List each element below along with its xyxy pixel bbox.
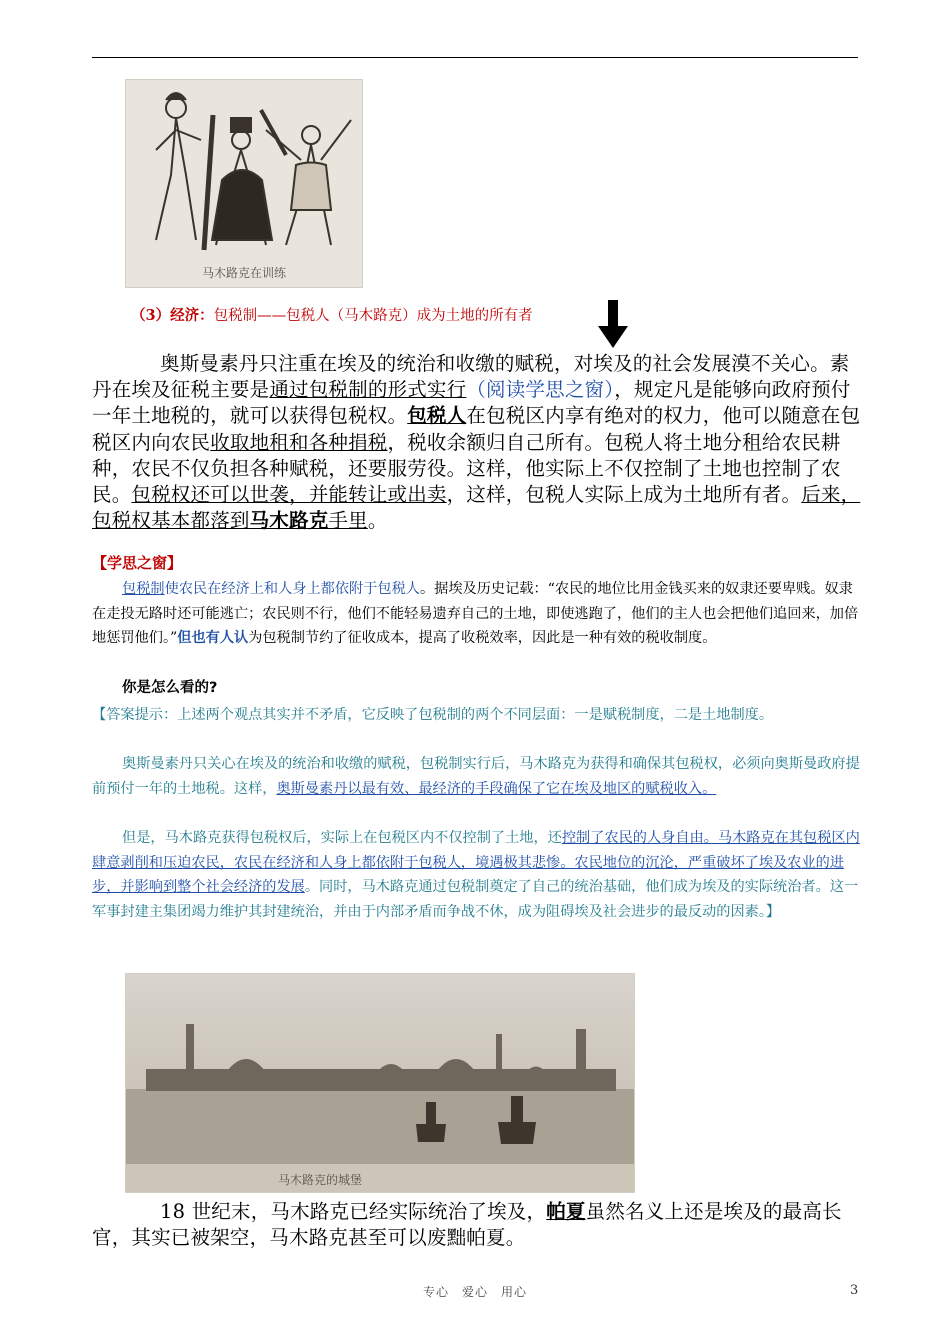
main-paragraph-1 [92,351,862,534]
xuesi-text: 为包税制节约了征收成本，提高了收税效率，因此是一种有效的税收制度。 [248,630,717,646]
xuesi-title: 【学思之窗】 [92,554,183,572]
answer-text: 。同时，马木路克通过包税制奠定了自己的统治基础，他们成为埃及的实际统治者。这一军事封建主集团竭力维护其封建统治，并由于内部矛盾而争战不休，成为阻碍埃及社会进步的最反动的因素。】 [92,879,859,920]
page-number: 3 [850,1283,859,1298]
answer-hint-2 [92,752,862,801]
xuesi-text: 。据埃及历史记载：“农民的地位比用金钱买来的奴隶还要卑贱。奴隶在走投无路时还可能逃亡；农民则不行，他们不能轻易遗弃自己的土地，即使逃跑了，他们的主人也会把他们追回来，加倍地惩罚他们。” [92,581,859,646]
xuesi-paragraph [92,577,862,651]
answer-text: 【答案提示：上述两个观点其实并不矛盾，它反映了包税制的两个不同层面：一是赋税制度，二是土地制度。 [92,707,774,723]
para-underline: 收取地租和各种捐税 [210,430,388,454]
figure-caption: 马木路克的城堡 [277,1173,362,1187]
down-arrow-icon [598,300,628,348]
para-underline: 手里 [328,509,368,533]
figure-mamluk-training [125,79,363,288]
para-text: 18 世纪末，马木路克已经实际统治了埃及， [160,1200,547,1223]
xuesi-question: 你是怎么看的? [122,680,218,696]
mamluk-training-illustration [126,80,362,287]
para-text: ，这样，包税人实际上成为土地所有者。 [446,483,802,507]
para-text: 在包税区内享有绝对的权力，他可以随意在包税区内向农民 [92,404,861,454]
xuesi-highlight: 使农民在经济上和人身上都依附于包税人 [164,581,420,597]
castle-photo-illustration [126,974,634,1192]
term-pasha: 帕夏 [546,1200,586,1223]
para-underline: 通过包税制的形式实行 [269,378,467,402]
para-text: 虽然名义上还是埃及的最高长官，其实已被架空，马木路克甚至可以废黜帕夏。 [92,1200,842,1250]
economy-heading-text: 包税制——包税人（马木路克）成为土地的所有者 [213,308,533,324]
term-tax-system: 包税制 [122,581,165,597]
economy-heading-prefix: （3）经济： [131,307,214,324]
para-underline: 包税权还可以世袭，并能转让或出卖 [131,483,447,507]
para-underline: 后来，包税权基本都落到 [92,483,861,533]
answer-hint-1 [92,703,862,728]
xuesi-bold: 但也有人认 [177,630,249,646]
reading-link[interactable]: （阅读学思之窗） [466,378,615,402]
main-paragraph-2 [92,1199,862,1251]
term-tax-farmer: 包税人 [407,404,467,428]
economy-heading [131,304,533,325]
para-text: 。 [367,509,388,533]
answer-hint-3 [92,826,862,924]
answer-underline: 控制了农民的人身自由。马木路克在其包税区内肆意剥削和压迫农民，农民在经济和人身上都依附于包税人，境遇极其悲惨。农民地位的沉沦，严重破坏了埃及农业的进步，并影响到整个社会经济的发展 [92,830,860,895]
para-text: 奥斯曼素丹只注重在埃及的统治和收缴的赋税，对埃及的社会发展漠不关心。素丹在埃及征税主要是 [92,352,850,402]
para-text: ，规定凡是能够向政府预付一年土地税的，就可以获得包税权。 [92,378,851,428]
answer-underline: 奥斯曼素丹以最有效、最经济的手段确保了它在埃及地区的赋税收入。 [276,780,717,797]
figure-mamluk-castle [125,973,635,1193]
answer-text: 奥斯曼素丹只关心在埃及的统治和收缴的赋税，包税制实行后，马木路克为获得和确保其包税权，必须向奥斯曼政府提前预付一年的土地税。这样， [92,756,860,797]
figure-caption: 马木路克在训练 [201,266,286,280]
header-rule [92,57,858,58]
answer-text: 但是，马木路克获得包税权后，实际上在包税区内不仅控制了土地，还 [122,830,562,846]
footer-motto: 专心 爱心 用心 [422,1285,527,1299]
para-text: ，税收余额归自己所有。包税人将土地分租给农民耕种，农民不仅负担各种赋税，还要服劳役。这样，他实际上不仅控制了土地也控制了农民。 [92,430,841,507]
term-mamluk: 马木路克 [249,509,329,533]
